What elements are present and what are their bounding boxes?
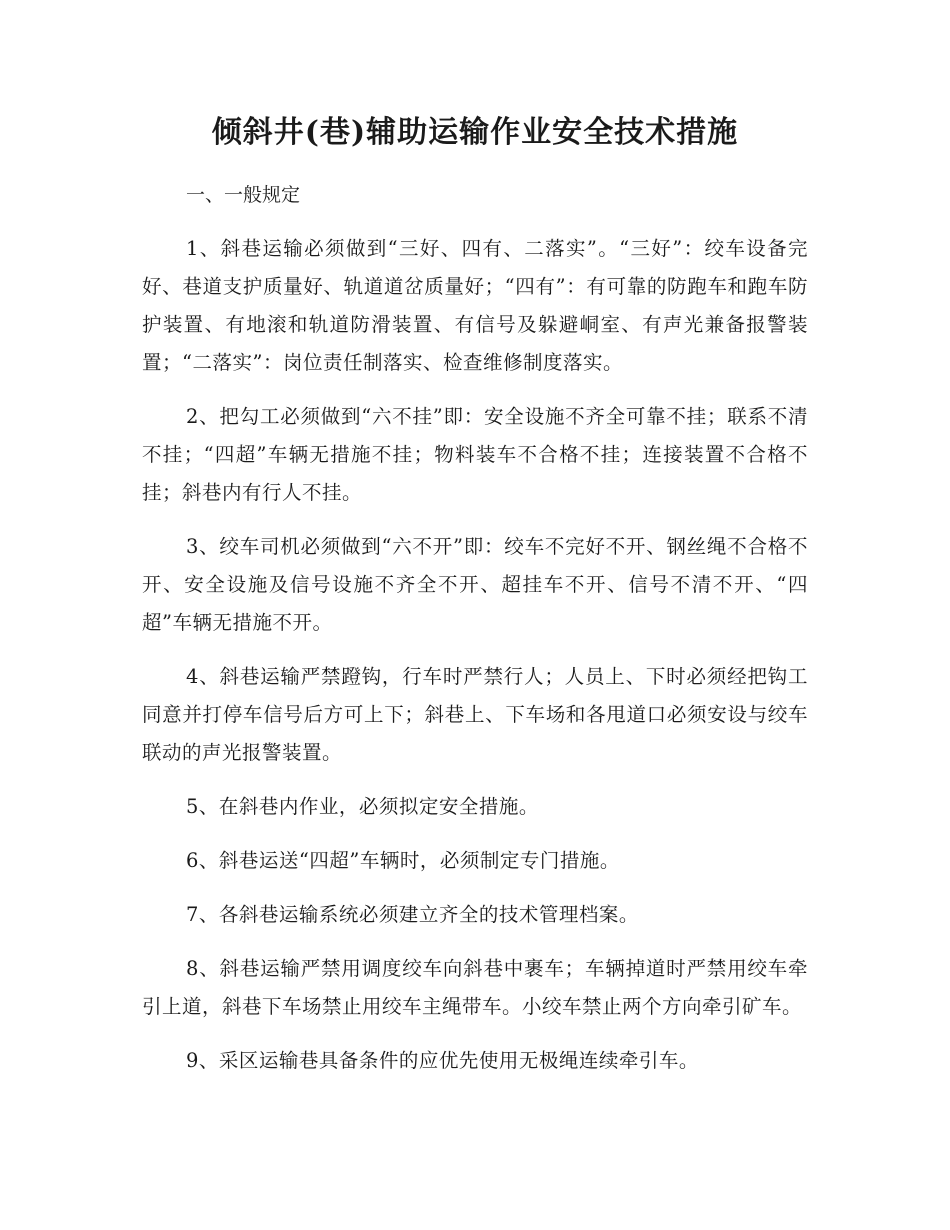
document-title: 倾斜井(巷)辅助运输作业安全技术措施 xyxy=(211,115,739,150)
paragraph-1: 1、斜巷运输必须做到“三好、四有、二落实”。“三好”：绞车设备完好、巷道支护质量好、轨道道岔质量好；“四有”：有可靠的防跑车和跑车防护装置、有地滚和轨道防滑装置、有信号及躲避峒室、有声光兼备报警装置；“二落实”：岗位责任制落实、检查维修制度落实。 xyxy=(142,237,808,374)
paragraph-4: 4、斜巷运输严禁蹬钩，行车时严禁行人；人员上、下时必须经把钩工同意并打停车信号后方可上下；斜巷上、下车场和各甩道口必须安设与绞车联动的声光报警装置。 xyxy=(142,665,808,764)
paragraph-2: 2、把勾工必须做到“六不挂”即：安全设施不齐全可靠不挂；联系不清不挂；“四超”车辆无措施不挂；物料装车不合格不挂；连接装置不合格不挂；斜巷内有行人不挂。 xyxy=(142,405,808,504)
section-heading: 一、一般规定 xyxy=(186,184,301,206)
paragraph-8: 8、斜巷运输严禁用调度绞车向斜巷中裹车；车辆掉道时严禁用绞车牵引上道，斜巷下车场禁止用绞车主绳带车。小绞车禁止两个方向牵引矿车。 xyxy=(142,957,808,1018)
paragraph-6: 6、斜巷运送“四超”车辆时，必须制定专门措施。 xyxy=(186,849,620,872)
paragraph-7: 7、各斜巷运输系统必须建立齐全的技术管理档案。 xyxy=(186,903,639,926)
paragraph-3: 3、绞车司机必须做到“六不开”即：绞车不完好不开、钢丝绳不合格不开、安全设施及信号设施不齐全不开、超挂车不开、信号不清不开、“四超”车辆无措施不开。 xyxy=(142,535,808,634)
paragraph-5: 5、在斜巷内作业，必须拟定安全措施。 xyxy=(186,795,539,818)
document-page xyxy=(142,108,808,1096)
paragraph-9: 9、采区运输巷具备条件的应优先使用无极绳连续牵引车。 xyxy=(186,1049,699,1072)
